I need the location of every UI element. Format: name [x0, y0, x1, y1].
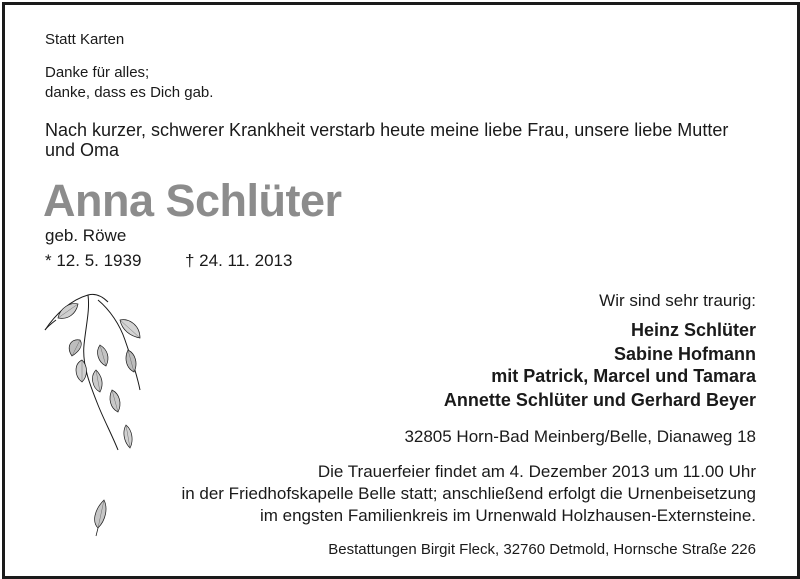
- mourner-name: Sabine Hofmann: [613, 344, 756, 364]
- funeral-line-2: in der Friedhofskapelle Belle statt; anschließend erfolgt die Urnenbeisetzung: [181, 484, 756, 503]
- mourners-intro: Wir sind sehr traurig:: [599, 291, 756, 310]
- funeral-line-3: im engsten Familienkreis im Urnenwald Holzhausen-Externsteine.: [259, 506, 756, 525]
- verse-line-2: danke, dass es Dich gab.: [45, 84, 214, 101]
- undertaker-line: Bestattungen Birgit Fleck, 32760 Detmold, Hornsche Straße 226: [328, 541, 756, 558]
- funeral-line-1: Die Trauerfeier findet am 4. Dezember 2013 um 11.00 Uhr: [317, 462, 756, 481]
- leaf-icon: [76, 360, 87, 382]
- birch-branch-icon: [40, 290, 160, 460]
- leaf-icon: [98, 345, 108, 366]
- leaf-icon: [86, 498, 110, 538]
- leaf-icon: [69, 340, 81, 356]
- mourner-name: mit Patrick, Marcel und Tamara: [491, 366, 756, 386]
- family-address: 32805 Horn-Bad Meinberg/Belle, Dianaweg 18: [404, 427, 756, 446]
- maiden-name: geb. Röwe: [45, 226, 127, 245]
- leaf-icon: [93, 370, 103, 392]
- deceased-name: Anna Schlüter: [43, 175, 342, 226]
- death-date: † 24. 11. 2013: [185, 251, 293, 270]
- mourner-name: Annette Schlüter und Gerhard Beyer: [443, 390, 756, 410]
- announcement-line-2: und Oma: [45, 140, 120, 160]
- birth-date: * 12. 5. 1939: [45, 251, 142, 270]
- verse-line-1: Danke für alles;: [45, 64, 150, 81]
- announcement-line-1: Nach kurzer, schwerer Krankheit verstarb heute meine liebe Frau, unsere liebe Mutter: [45, 120, 729, 140]
- mourner-name: Heinz Schlüter: [630, 320, 756, 340]
- intro-text: Statt Karten: [45, 31, 125, 48]
